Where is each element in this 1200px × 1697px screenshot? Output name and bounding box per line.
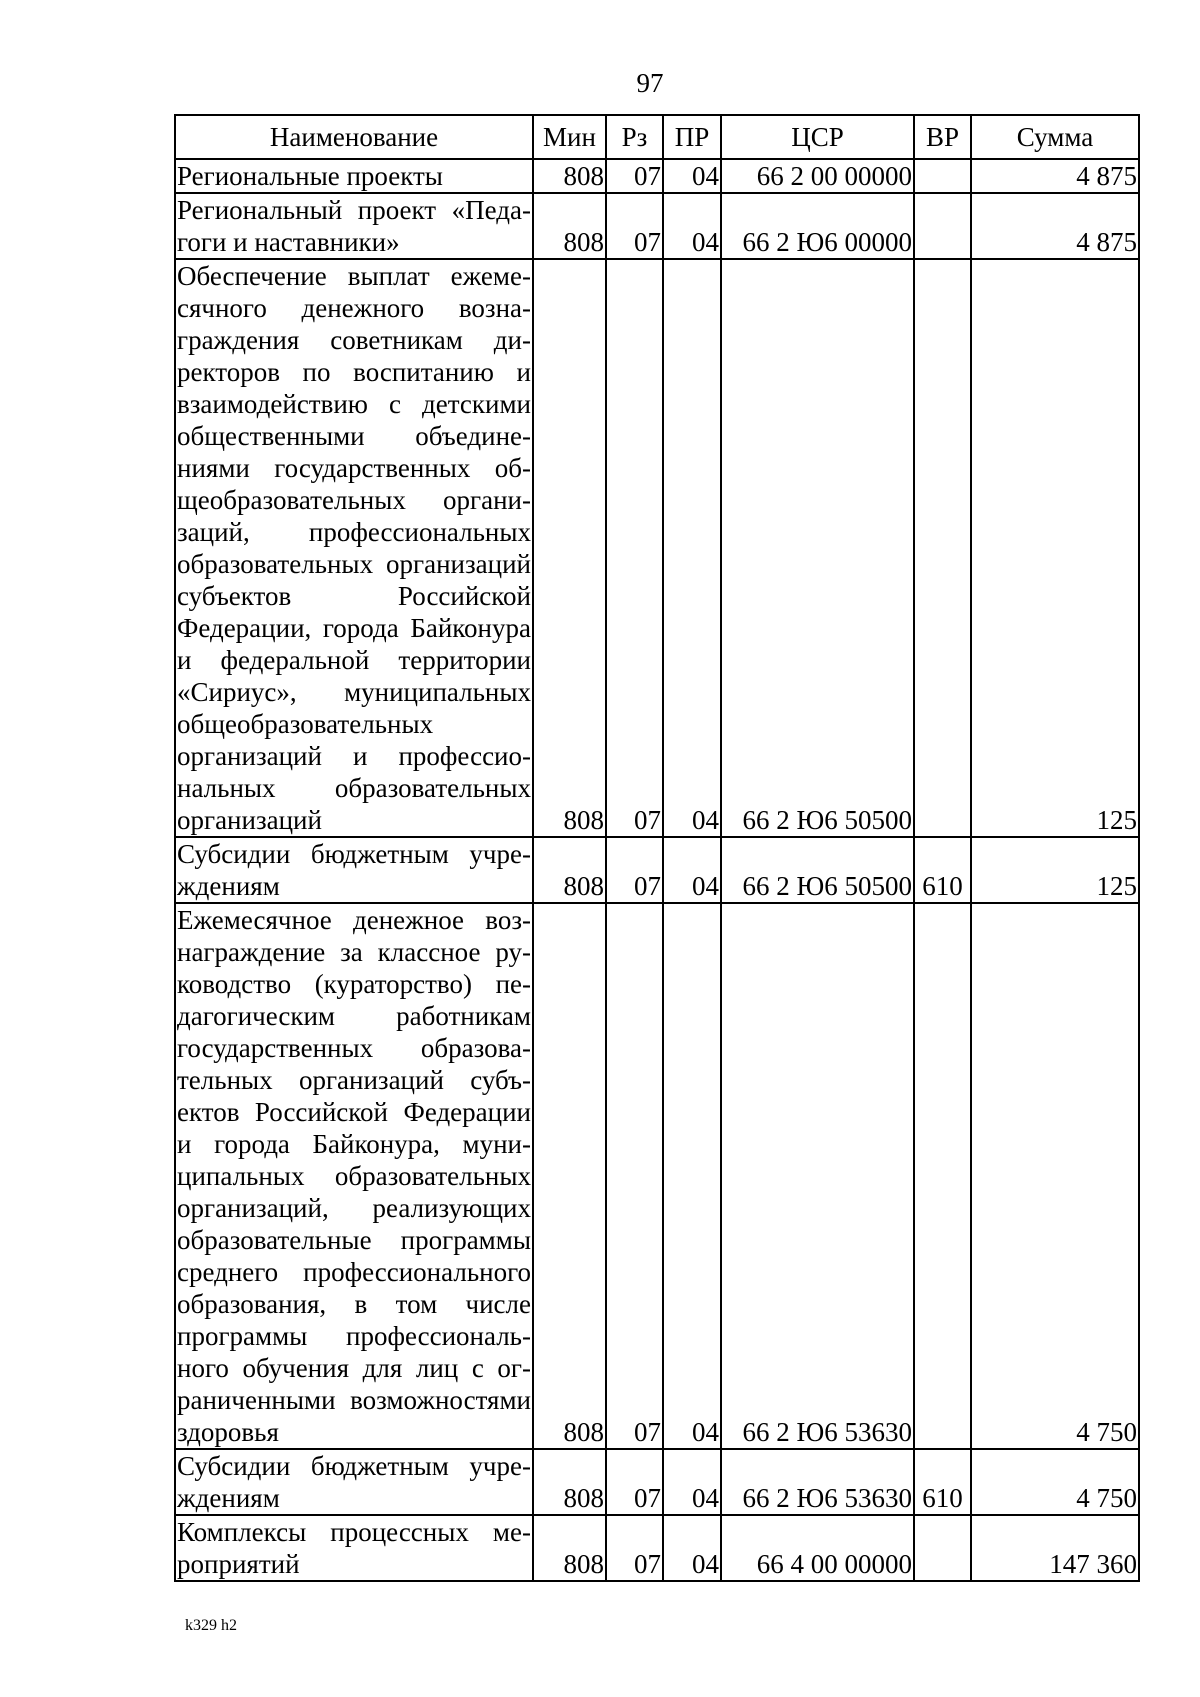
cell-pr: 04 — [663, 193, 721, 259]
header-sum: Сумма — [971, 115, 1139, 159]
cell-pr: 04 — [663, 1515, 721, 1581]
header-name: Наименование — [175, 115, 533, 159]
table-header-row — [175, 115, 1139, 159]
footer-code: k329 h2 — [185, 1617, 237, 1634]
cell-csr: 66 2 00 00000 — [721, 159, 914, 193]
table-row — [175, 159, 1139, 193]
cell-sum: 4 875 — [971, 159, 1139, 193]
cell-min: 808 — [533, 903, 606, 1449]
cell-rz: 07 — [606, 159, 663, 193]
cell-rz: 07 — [606, 903, 663, 1449]
cell-pr: 04 — [663, 159, 721, 193]
cell-vr — [914, 903, 971, 1449]
cell-min: 808 — [533, 837, 606, 903]
cell-min: 808 — [533, 193, 606, 259]
cell-rz: 07 — [606, 259, 663, 837]
cell-rz: 07 — [606, 193, 663, 259]
cell-sum: 4 875 — [971, 193, 1139, 259]
cell-name: Ежемесячное денежное вознаграждение за классное руководство (кураторство) педагогическим работникам государственных образовательных организаций субъектов Российской Федерации и города Байконура, муниципальных образовательных организаций, реализующих образовательные программы среднего профессионального образования, в том числе программы профессионального обучения для лиц с ограниченными возможностями здоровья — [177, 905, 531, 1447]
cell-vr — [914, 259, 971, 837]
cell-rz: 07 — [606, 1449, 663, 1515]
cell-sum: 125 — [971, 837, 1139, 903]
table-row — [175, 193, 1139, 259]
header-pr: ПР — [663, 115, 721, 159]
cell-sum: 125 — [971, 259, 1139, 837]
cell-csr: 66 2 Ю6 50500 — [721, 837, 914, 903]
table-row — [175, 1515, 1139, 1581]
cell-csr: 66 2 Ю6 00000 — [721, 193, 914, 259]
cell-rz: 07 — [606, 1515, 663, 1581]
cell-csr: 66 4 00 00000 — [721, 1515, 914, 1581]
table-row — [175, 903, 1139, 1449]
cell-sum: 4 750 — [971, 1449, 1139, 1515]
header-rz: Рз — [606, 115, 663, 159]
table-row — [175, 1449, 1139, 1515]
cell-vr — [914, 193, 971, 259]
budget-table — [174, 114, 1140, 1582]
cell-min: 808 — [533, 1515, 606, 1581]
table-row — [175, 837, 1139, 903]
cell-vr — [914, 1515, 971, 1581]
cell-vr — [914, 159, 971, 193]
cell-name: Комплексы процессных мероприятий — [177, 1517, 531, 1579]
header-vr: ВР — [914, 115, 971, 159]
cell-rz: 07 — [606, 837, 663, 903]
cell-csr: 66 2 Ю6 50500 — [721, 259, 914, 837]
cell-name: Субсидии бюджетным учреждениям — [177, 839, 531, 901]
header-min: Мин — [533, 115, 606, 159]
cell-min: 808 — [533, 259, 606, 837]
cell-name: Региональные проекты — [175, 159, 533, 193]
cell-min: 808 — [533, 159, 606, 193]
cell-name: Региональный проект «Педагоги и наставники» — [177, 195, 531, 257]
cell-sum: 147 360 — [971, 1515, 1139, 1581]
table-row — [175, 259, 1139, 837]
cell-pr: 04 — [663, 1449, 721, 1515]
header-csr: ЦСР — [721, 115, 914, 159]
cell-pr: 04 — [663, 259, 721, 837]
cell-pr: 04 — [663, 837, 721, 903]
cell-name: Субсидии бюджетным учреждениям — [177, 1451, 531, 1513]
cell-vr: 610 — [914, 837, 971, 903]
cell-csr: 66 2 Ю6 53630 — [721, 903, 914, 1449]
cell-min: 808 — [533, 1449, 606, 1515]
cell-pr: 04 — [663, 903, 721, 1449]
cell-vr: 610 — [914, 1449, 971, 1515]
cell-sum: 4 750 — [971, 903, 1139, 1449]
cell-csr: 66 2 Ю6 53630 — [721, 1449, 914, 1515]
page-number: 97 — [636, 68, 664, 98]
cell-name: Обеспечение выплат ежемесячного денежного вознаграждения советникам директоров по воспитанию и взаимодействию с детскими общественными объединениями государственных общеобразовательных организаций, профессиональных образовательных организаций субъектов Российской Федерации, города Байконура и федеральной территории «Сириус», муниципальных общеобразовательных организаций и профессиональных образовательных организаций — [177, 261, 531, 835]
